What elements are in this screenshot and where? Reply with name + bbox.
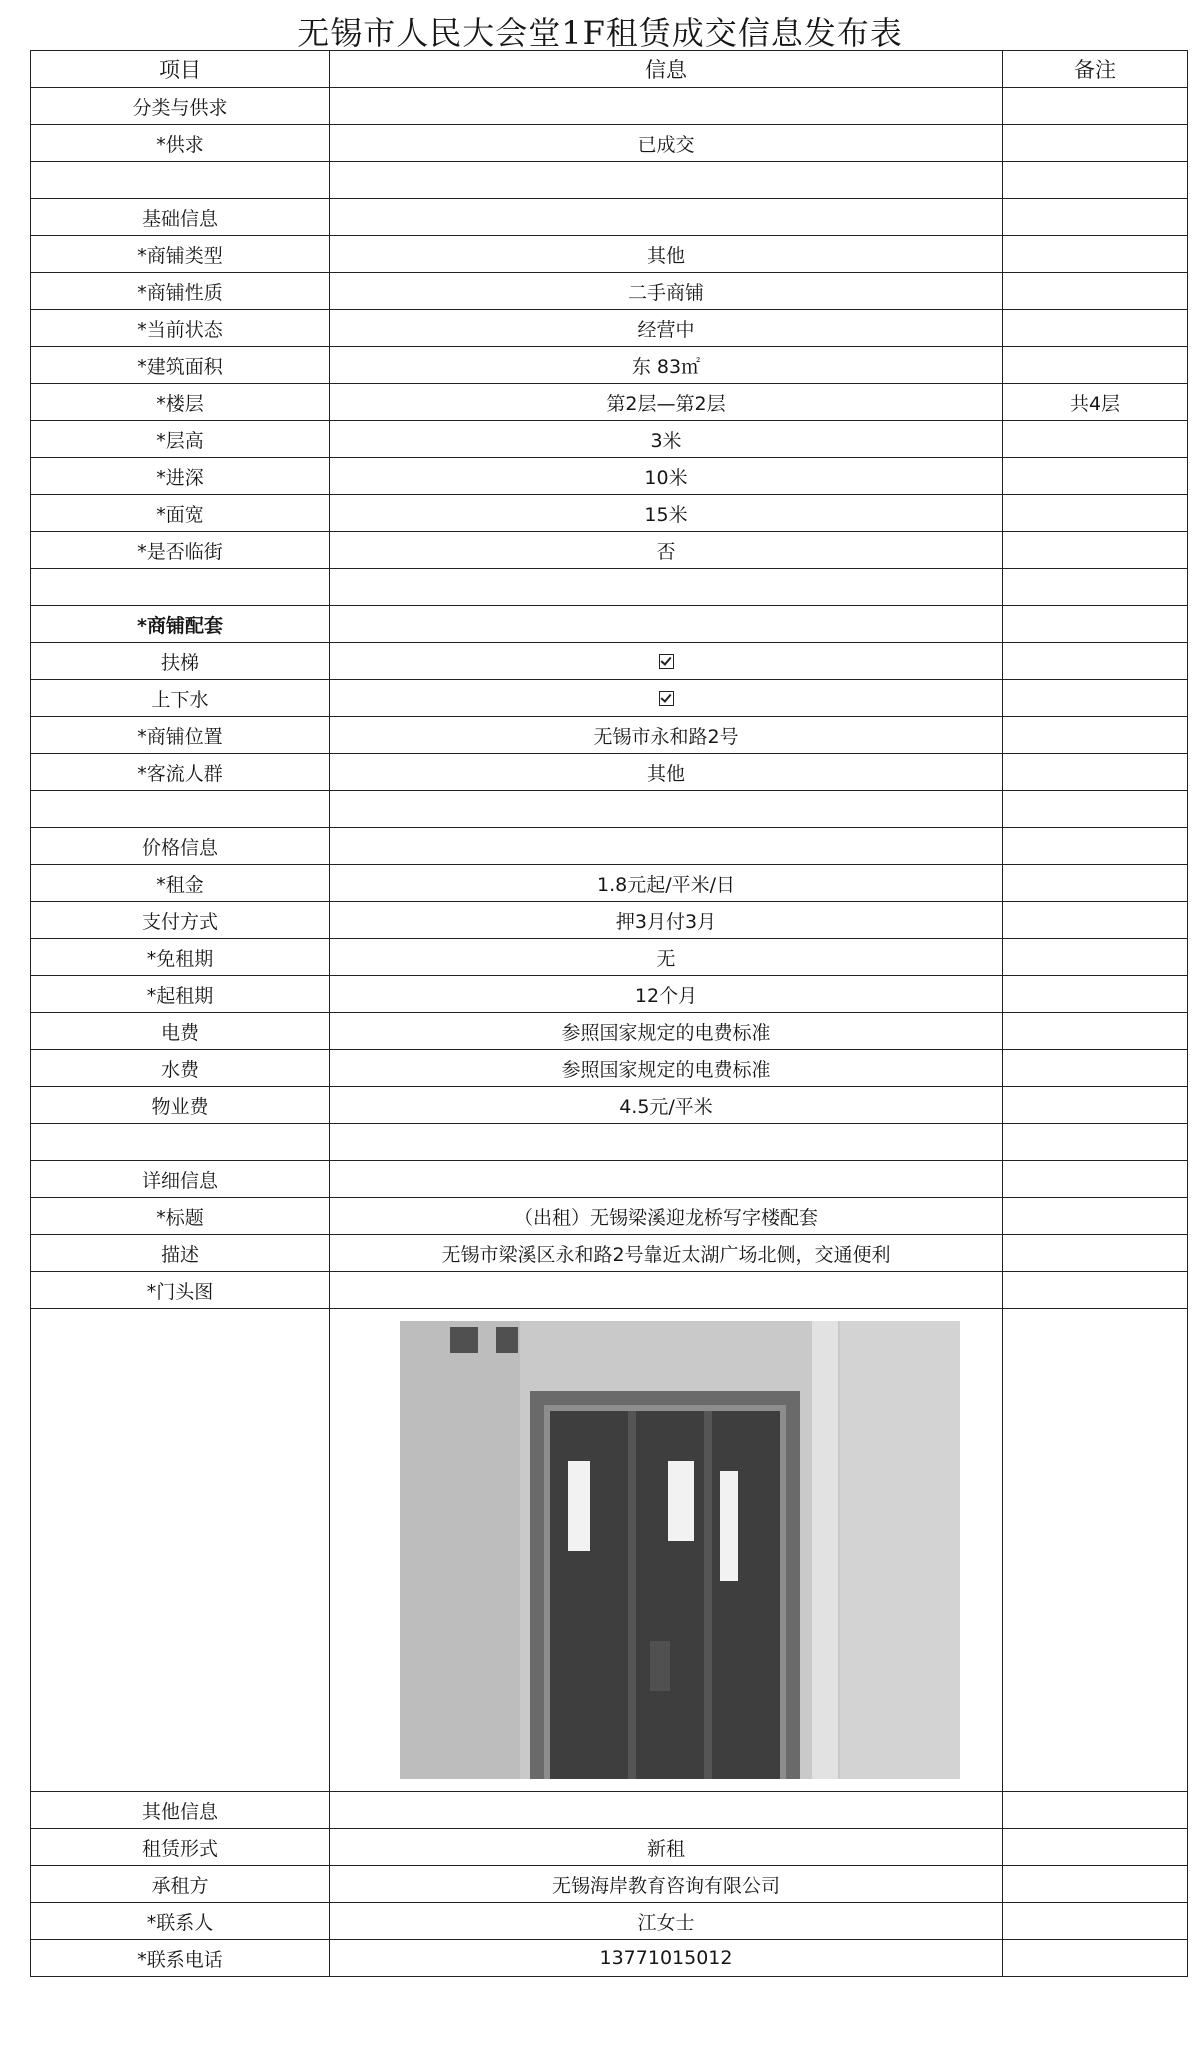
table-row (31, 1161, 1188, 1198)
table-row (31, 458, 1188, 495)
row-note (1003, 569, 1188, 606)
row-note (1003, 1866, 1188, 1903)
row-info-value (330, 162, 1003, 199)
table-row (31, 310, 1188, 347)
row-note (1003, 1309, 1188, 1792)
table-row (31, 865, 1188, 902)
row-item-label: 描述 (31, 1235, 330, 1272)
photo-part (668, 1461, 694, 1541)
row-note: 共4层 (1003, 384, 1188, 421)
table-row (31, 1866, 1188, 1903)
row-info-value: 已成交 (330, 125, 1003, 162)
row-item-label (31, 1309, 330, 1792)
table-row (31, 199, 1188, 236)
row-info-value: 第2层—第2层 (330, 384, 1003, 421)
row-info-value: 江女士 (330, 1903, 1003, 1940)
photo-part (840, 1321, 960, 1779)
row-item-label (31, 162, 330, 199)
rental-info-table (30, 50, 1188, 1977)
photo-part (496, 1327, 518, 1353)
row-note (1003, 1050, 1188, 1087)
row-info-value (330, 1792, 1003, 1829)
row-note (1003, 1087, 1188, 1124)
table-row (31, 680, 1188, 717)
row-info-value: 13771015012 (330, 1940, 1003, 1977)
table-row (31, 273, 1188, 310)
row-item-label: *商铺类型 (31, 236, 330, 273)
row-note (1003, 902, 1188, 939)
row-item-label: *商铺性质 (31, 273, 330, 310)
row-item-label (31, 569, 330, 606)
table-row (31, 606, 1188, 643)
table-row (31, 162, 1188, 199)
row-info-value: 15米 (330, 495, 1003, 532)
row-note (1003, 1124, 1188, 1161)
row-note (1003, 1161, 1188, 1198)
row-info-value (330, 791, 1003, 828)
row-item-label: *当前状态 (31, 310, 330, 347)
row-note (1003, 1272, 1188, 1309)
row-note (1003, 976, 1188, 1013)
row-item-label: 基础信息 (31, 199, 330, 236)
row-item-label: 电费 (31, 1013, 330, 1050)
photo-part (704, 1411, 712, 1779)
row-item-label: *免租期 (31, 939, 330, 976)
storefront-photo (400, 1321, 960, 1779)
table-row (31, 828, 1188, 865)
table-row (31, 1235, 1188, 1272)
row-item-label (31, 791, 330, 828)
checkbox-checked-icon (659, 691, 674, 706)
row-item-label: 扶梯 (31, 643, 330, 680)
storefront-photo-cell (330, 1309, 1003, 1792)
row-info-value (330, 1161, 1003, 1198)
row-item-label: 详细信息 (31, 1161, 330, 1198)
header-note: 备注 (1003, 51, 1188, 88)
row-note (1003, 1013, 1188, 1050)
row-info-value (330, 828, 1003, 865)
row-info-value: 经营中 (330, 310, 1003, 347)
row-info-value: 3米 (330, 421, 1003, 458)
row-item-label: 价格信息 (31, 828, 330, 865)
row-info-value: 12个月 (330, 976, 1003, 1013)
row-info-value (330, 1272, 1003, 1309)
row-item-label: 上下水 (31, 680, 330, 717)
table-row (31, 569, 1188, 606)
row-item-label: *起租期 (31, 976, 330, 1013)
row-note (1003, 717, 1188, 754)
row-note (1003, 273, 1188, 310)
row-item-label: *面宽 (31, 495, 330, 532)
table-row (31, 1198, 1188, 1235)
row-note (1003, 532, 1188, 569)
row-item-label (31, 1124, 330, 1161)
row-item-label: *是否临街 (31, 532, 330, 569)
photo-part (628, 1411, 636, 1779)
row-note (1003, 88, 1188, 125)
photo-part (400, 1321, 520, 1779)
row-item-label: *客流人群 (31, 754, 330, 791)
row-info-value: 无 (330, 939, 1003, 976)
row-note (1003, 1829, 1188, 1866)
row-note (1003, 458, 1188, 495)
row-note (1003, 643, 1188, 680)
document-title: 无锡市人民大会堂1F租赁成交信息发布表 (297, 14, 903, 52)
row-note (1003, 1903, 1188, 1940)
table-row (31, 236, 1188, 273)
row-item-label: *联系电话 (31, 1940, 330, 1977)
row-info-value: （出租）无锡梁溪迎龙桥写字楼配套 (330, 1198, 1003, 1235)
table-row (31, 495, 1188, 532)
photo-part (720, 1471, 738, 1581)
photo-part (568, 1461, 590, 1551)
table-row (31, 1792, 1188, 1829)
table-row (31, 976, 1188, 1013)
table-row (31, 717, 1188, 754)
table-row (31, 1050, 1188, 1087)
checkbox-checked-icon (659, 654, 674, 669)
row-checkbox-cell (330, 643, 1003, 680)
row-info-value: 无锡市永和路2号 (330, 717, 1003, 754)
row-note (1003, 199, 1188, 236)
table-row (31, 1940, 1188, 1977)
table-row (31, 902, 1188, 939)
table-row (31, 1013, 1188, 1050)
photo-part (812, 1321, 838, 1779)
table-row (31, 1309, 1188, 1792)
row-item-label: *门头图 (31, 1272, 330, 1309)
row-item-label: *进深 (31, 458, 330, 495)
table-row (31, 347, 1188, 384)
row-item-label: 其他信息 (31, 1792, 330, 1829)
row-item-label: *联系人 (31, 1903, 330, 1940)
header-item: 项目 (31, 51, 330, 88)
table-row (31, 384, 1188, 421)
row-info-value: 东 83㎡ (330, 347, 1003, 384)
row-item-label: 分类与供求 (31, 88, 330, 125)
row-info-value: 二手商铺 (330, 273, 1003, 310)
table-row (31, 791, 1188, 828)
row-info-value: 新租 (330, 1829, 1003, 1866)
row-info-value: 押3月付3月 (330, 902, 1003, 939)
row-info-value (330, 606, 1003, 643)
row-note (1003, 421, 1188, 458)
row-item-label: *标题 (31, 1198, 330, 1235)
row-info-value: 无锡市梁溪区永和路2号靠近太湖广场北侧，交通便利 (330, 1235, 1003, 1272)
row-item-label: 水费 (31, 1050, 330, 1087)
table-header-row (31, 51, 1188, 88)
table-row (31, 1087, 1188, 1124)
row-item-label: *楼层 (31, 384, 330, 421)
row-info-value: 1.8元起/平米/日 (330, 865, 1003, 902)
table-row (31, 1903, 1188, 1940)
row-info-value: 其他 (330, 754, 1003, 791)
row-info-value: 参照国家规定的电费标准 (330, 1013, 1003, 1050)
row-note (1003, 310, 1188, 347)
row-info-value: 否 (330, 532, 1003, 569)
row-info-value (330, 1124, 1003, 1161)
row-info-value (330, 199, 1003, 236)
row-item-label: *商铺配套 (31, 606, 330, 643)
row-info-value (330, 88, 1003, 125)
row-note (1003, 1235, 1188, 1272)
table-row (31, 1124, 1188, 1161)
row-info-value: 参照国家规定的电费标准 (330, 1050, 1003, 1087)
table-row (31, 939, 1188, 976)
row-note (1003, 865, 1188, 902)
row-note (1003, 495, 1188, 532)
row-checkbox-cell (330, 680, 1003, 717)
row-note (1003, 1940, 1188, 1977)
row-info-value: 10米 (330, 458, 1003, 495)
row-note (1003, 125, 1188, 162)
table-row (31, 125, 1188, 162)
row-note (1003, 1792, 1188, 1829)
table-row (31, 643, 1188, 680)
row-note (1003, 606, 1188, 643)
row-note (1003, 828, 1188, 865)
row-note (1003, 162, 1188, 199)
table-row (31, 88, 1188, 125)
row-item-label: 物业费 (31, 1087, 330, 1124)
row-info-value: 无锡海岸教育咨询有限公司 (330, 1866, 1003, 1903)
row-info-value (330, 569, 1003, 606)
row-note (1003, 680, 1188, 717)
row-info-value: 4.5元/平米 (330, 1087, 1003, 1124)
row-note (1003, 939, 1188, 976)
table-row (31, 1829, 1188, 1866)
row-note (1003, 236, 1188, 273)
row-item-label: 租赁形式 (31, 1829, 330, 1866)
row-note (1003, 347, 1188, 384)
row-item-label: 承租方 (31, 1866, 330, 1903)
row-note (1003, 754, 1188, 791)
row-item-label: *租金 (31, 865, 330, 902)
photo-part (650, 1641, 670, 1691)
row-item-label: *供求 (31, 125, 330, 162)
row-item-label: *建筑面积 (31, 347, 330, 384)
row-note (1003, 1198, 1188, 1235)
row-item-label: *商铺位置 (31, 717, 330, 754)
row-item-label: *层高 (31, 421, 330, 458)
table-row (31, 532, 1188, 569)
row-note (1003, 791, 1188, 828)
row-info-value: 其他 (330, 236, 1003, 273)
table-row (31, 1272, 1188, 1309)
header-info: 信息 (330, 51, 1003, 88)
photo-part (450, 1327, 478, 1353)
row-item-label: 支付方式 (31, 902, 330, 939)
table-row (31, 421, 1188, 458)
table-row (31, 754, 1188, 791)
